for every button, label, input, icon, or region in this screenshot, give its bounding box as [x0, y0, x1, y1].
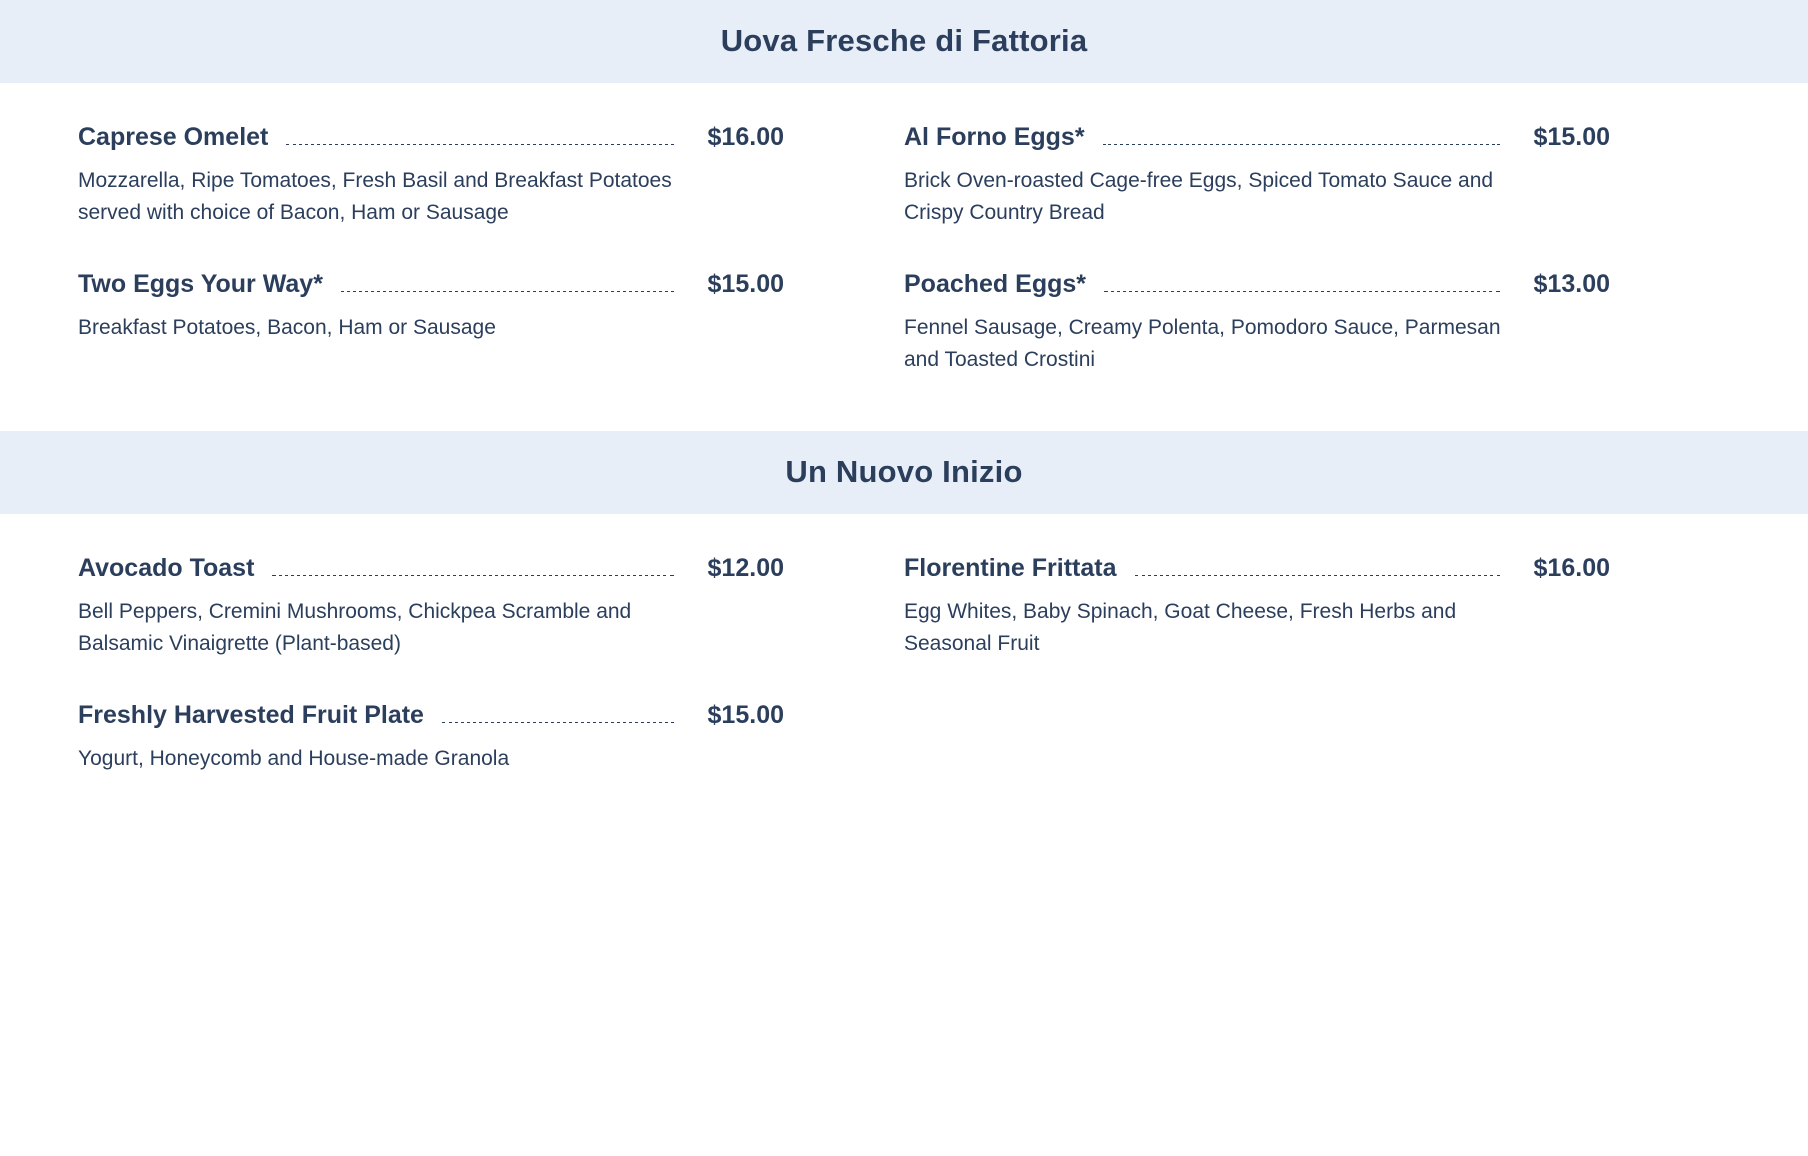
section-header [0, 431, 1808, 514]
menu-item [78, 554, 904, 659]
menu-item-description: Fennel Sausage, Creamy Polenta, Pomodoro Sauce, Parmesan and Toasted Crostini [904, 316, 1501, 371]
section-divider [0, 411, 1808, 431]
menu-item-line [904, 554, 1610, 583]
menu-item-price: $12.00 [707, 554, 784, 583]
menu-item [78, 270, 904, 375]
menu-item-price: $16.00 [707, 123, 784, 152]
menu-item [904, 554, 1730, 659]
menu-section [0, 0, 1808, 411]
dot-leader [442, 722, 674, 723]
menu-section [0, 431, 1808, 811]
menu-item-description: Brick Oven-roasted Cage-free Eggs, Spiced Tomato Sauce and Crispy Country Bread [904, 169, 1494, 224]
menu-item-price: $15.00 [1533, 123, 1610, 152]
section-body [0, 514, 1808, 811]
menu-item-line [78, 554, 784, 583]
dot-leader [1135, 575, 1500, 576]
menu-item-line [78, 270, 784, 299]
menu-item-line [904, 123, 1610, 152]
dot-leader [1103, 144, 1500, 145]
dot-leader [272, 575, 674, 576]
menu-item-price: $15.00 [707, 701, 784, 730]
section-title: Uova Fresche di Fattoria [720, 23, 1088, 58]
menu-item-name: Caprese Omelet [78, 123, 269, 152]
menu-item-grid [0, 554, 1808, 775]
menu-item [78, 123, 904, 228]
menu-item-price: $13.00 [1533, 270, 1610, 299]
dot-leader [341, 291, 674, 292]
menu-item-price: $15.00 [707, 270, 784, 299]
menu-item [904, 270, 1730, 375]
section-title: Un Nuovo Inizio [785, 454, 1023, 490]
menu-item-description: Egg Whites, Baby Spinach, Goat Cheese, Fresh Herbs and Seasonal Fruit [904, 600, 1457, 655]
menu-item-name: Two Eggs Your Way* [78, 270, 323, 299]
section-body [0, 83, 1808, 411]
menu-item-line [78, 701, 784, 730]
section-header [0, 0, 1808, 83]
menu-item-empty [904, 701, 1730, 775]
menu-item-description: Yogurt, Honeycomb and House-made Granola [78, 747, 510, 771]
menu-item-grid [0, 123, 1808, 375]
menu-item [904, 123, 1730, 228]
menu-item-name: Avocado Toast [78, 554, 255, 583]
menu-item [78, 701, 904, 775]
menu-item-description: Mozzarella, Ripe Tomatoes, Fresh Basil and Breakfast Potatoes served with choice of Bacon, Ham or Sausage [78, 169, 672, 224]
menu-item-name: Al Forno Eggs* [904, 123, 1085, 152]
menu-item-name: Florentine Frittata [904, 554, 1117, 583]
dot-leader [286, 144, 674, 145]
menu-item-name: Freshly Harvested Fruit Plate [78, 701, 424, 730]
menu-item-price: $16.00 [1533, 554, 1610, 583]
dot-leader [1104, 291, 1500, 292]
menu-item-name: Poached Eggs* [904, 270, 1086, 299]
menu-item-description: Breakfast Potatoes, Bacon, Ham or Sausage [78, 316, 496, 340]
menu-item-line [78, 123, 784, 152]
menu-item-line [904, 270, 1610, 299]
menu-item-description: Bell Peppers, Cremini Mushrooms, Chickpea Scramble and Balsamic Vinaigrette (Plant-based) [78, 600, 632, 655]
